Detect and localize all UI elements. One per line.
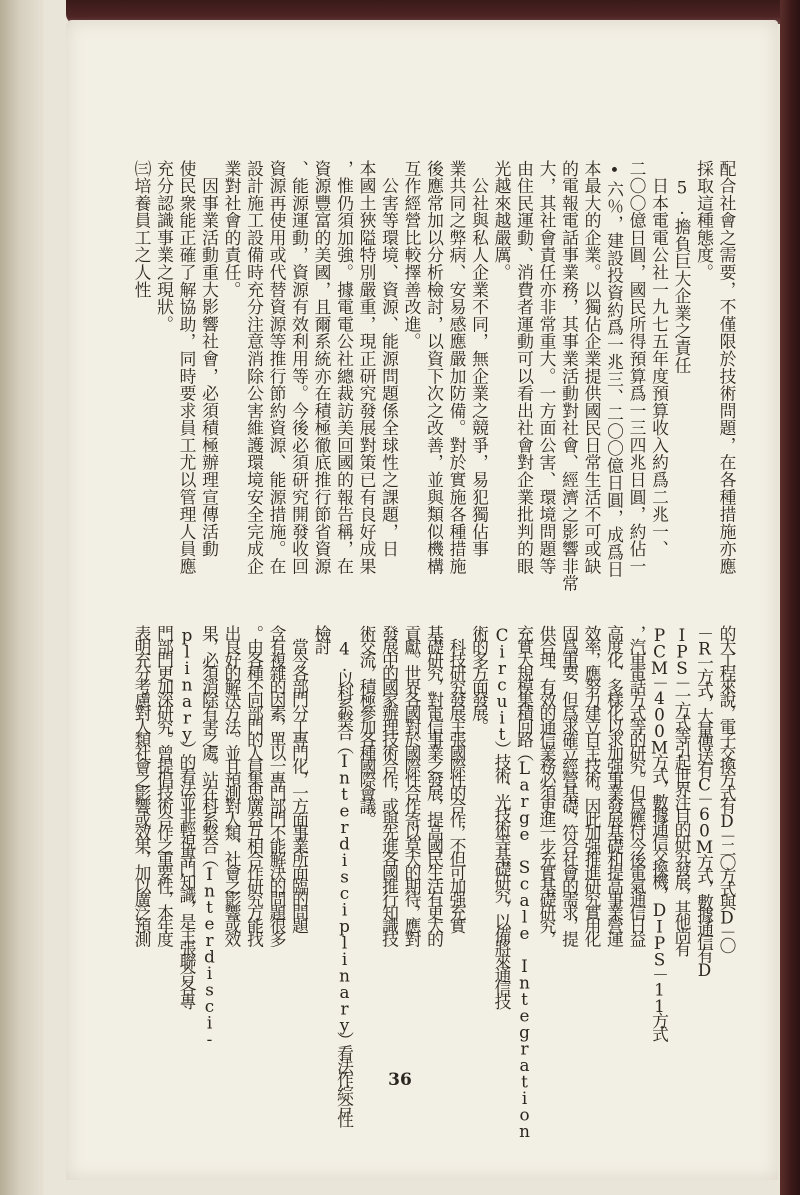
- text-column: 使民衆能正確了解協助，同時要求員工尤以管理人員應: [177, 160, 197, 575]
- text-column: 業對社會的責任。: [222, 160, 242, 299]
- text-column: 檢討: [312, 625, 332, 652]
- text-column: 日本電電公社一九七五年度預算收入約爲二兆一、: [649, 160, 670, 558]
- text-column: 術的多方面發展。: [469, 625, 490, 732]
- text-column: 二〇〇億日圓，國民所得預算爲一三四兆日圓，約佔一: [627, 160, 647, 575]
- text-column: IPS－一方式等引起世界注目的研究發展，其他尚有: [672, 625, 692, 954]
- book-binding-edge: [0, 0, 44, 1195]
- text-column: 本國土狹隘特別嚴重，現正研究發展對策已有良好成果: [357, 160, 377, 575]
- text-column: 發展中的國家辦理技術合作，或與先進各國推行知識技: [379, 625, 400, 944]
- text-column: 表明充分考慮對人類社會之影響或效果，加以廣泛預測: [132, 625, 152, 944]
- text-column: 充分認識事業之現狀。: [154, 160, 175, 333]
- page-number: 36: [388, 1070, 412, 1090]
- text-column: PCM－400M方式，數據通信交換機，DIPS－11方式: [649, 625, 670, 1039]
- text-column: 基礎研究，對電信事業之發展，提高國民生活有更大的: [424, 625, 445, 944]
- text-column: 科技研究發展主張國際性的合作，不但可加强充實: [447, 625, 467, 931]
- book-cover-right-edge: [780, 0, 800, 1195]
- text-column: 公社與私人企業不同，無企業之競爭，易犯獨佔事: [469, 160, 490, 558]
- text-column: ，惟仍須加強。據電電公社總裁訪美回國的報告稱，在: [334, 160, 355, 575]
- text-column: 貢獻。世界各國對於國際性合作寄以莫大的期待，應對: [402, 625, 422, 944]
- text-column: 的大工程來說，電子交換方式有D－二〇方式與D－〇: [717, 625, 737, 951]
- text-column: •六％，建設投資約爲一兆三、二〇〇億日圓，成爲日: [604, 160, 625, 579]
- text-column: －R一方式，大量傳送有C－60M方式，數據通信有D: [694, 625, 715, 977]
- text-column: 本最大的企業。以獨佔企業提供國民日常生活不可或缺: [582, 160, 602, 575]
- text-column: 公害等環境、資源、能源問題係全球性之課題，日: [379, 160, 400, 558]
- text-column: 術交流，積極參加各種國際會議。: [357, 625, 377, 825]
- text-column: 採取這種態度。: [694, 160, 715, 282]
- text-column: 出良好的解決方法。並且預測對人類、社會之影響或效: [222, 625, 242, 944]
- text-column: 5.擔負巨大企業之責任: [672, 160, 692, 374]
- text-column: plinary）的看法並非輕視專門知識，是主張聯合各專: [177, 625, 197, 1007]
- text-column: 配合社會之需要，不僅限於技術問題，在各種措施亦應: [717, 160, 737, 575]
- text-column: 由住民運動、消費者運動可以看出社會對企業批判的眼: [514, 160, 535, 575]
- text-column: 的電報電話事業務，其事業活動對社會、經濟之影響非常: [559, 160, 580, 593]
- text-column: 固爲重要，但爲求確立經營基礎，符合社會的需求，提: [559, 625, 580, 944]
- text-column: 大，其社會責任亦非常重大。一方面公害、環境問題等: [537, 160, 557, 575]
- text-column: 因事業活動重大影響社會，必須積極辦理宣傳活動: [199, 160, 220, 558]
- text-column: 果，必須消除有害之處。站在科系整合（Interdisci-: [199, 625, 220, 1046]
- text-column: 、能源運動，資源有效利用等。今後必須研究開發收回: [289, 160, 310, 575]
- text-column: Circuit）技術、光技術等基礎研究，以備將來通信技: [492, 625, 512, 1007]
- text-column: 互作經營比較擇善改進。: [402, 160, 422, 351]
- text-column: 當今各部門分工專門化，一方面事業所面臨的問題: [289, 625, 310, 931]
- text-column: 設計施工設備時充分注意消除公害維護環境安全完成企: [244, 160, 265, 575]
- text-column: 資源再使用或代替資源等推行節約資源、能源措施。在: [267, 160, 287, 575]
- text-column: 光越來越嚴厲。: [492, 160, 512, 282]
- text-column: 後應常加以分析檢討，以資下次之改善，並與類似機構: [424, 160, 445, 575]
- text-column: 4.以科系整合（Interdisciplinary）看法作綜合性: [334, 625, 355, 1125]
- text-column: 資源豐富的美國，且爾系統亦在積極徹底推行節省資源: [312, 160, 332, 575]
- text-column: 高度化、多樣化以求加强事業發展基礎和提高事業營運: [604, 625, 625, 944]
- text-column: 效率，應努力建立自主技術。因此加强推進研究實用化: [582, 625, 602, 944]
- text-column: 供合理、有效的通信業務必須更進一步充實基礎研究，: [537, 625, 557, 944]
- text-column: 含有複雜的因素，單以一專門部門不能解決的問題很多: [267, 625, 287, 944]
- text-column: 業共同之弊病、安易感應嚴加防備。對於實施各種措施: [447, 160, 467, 575]
- text-column: ，汽車電話方式等的研究。但爲應付今後電氣通信日益: [627, 625, 647, 944]
- upper-text-block: [131, 160, 739, 615]
- text-column: 。由各種不同部門的人員集思廣益互相合作研究方能找: [244, 625, 265, 944]
- text-column: 充實大規模集積回路（Large Scale Integration: [514, 625, 535, 1138]
- text-column: 門部門更加深研究。曾提倡技術合作之重要性，本年度: [154, 625, 175, 944]
- text-column: ㈢培養員工之人性: [132, 160, 152, 299]
